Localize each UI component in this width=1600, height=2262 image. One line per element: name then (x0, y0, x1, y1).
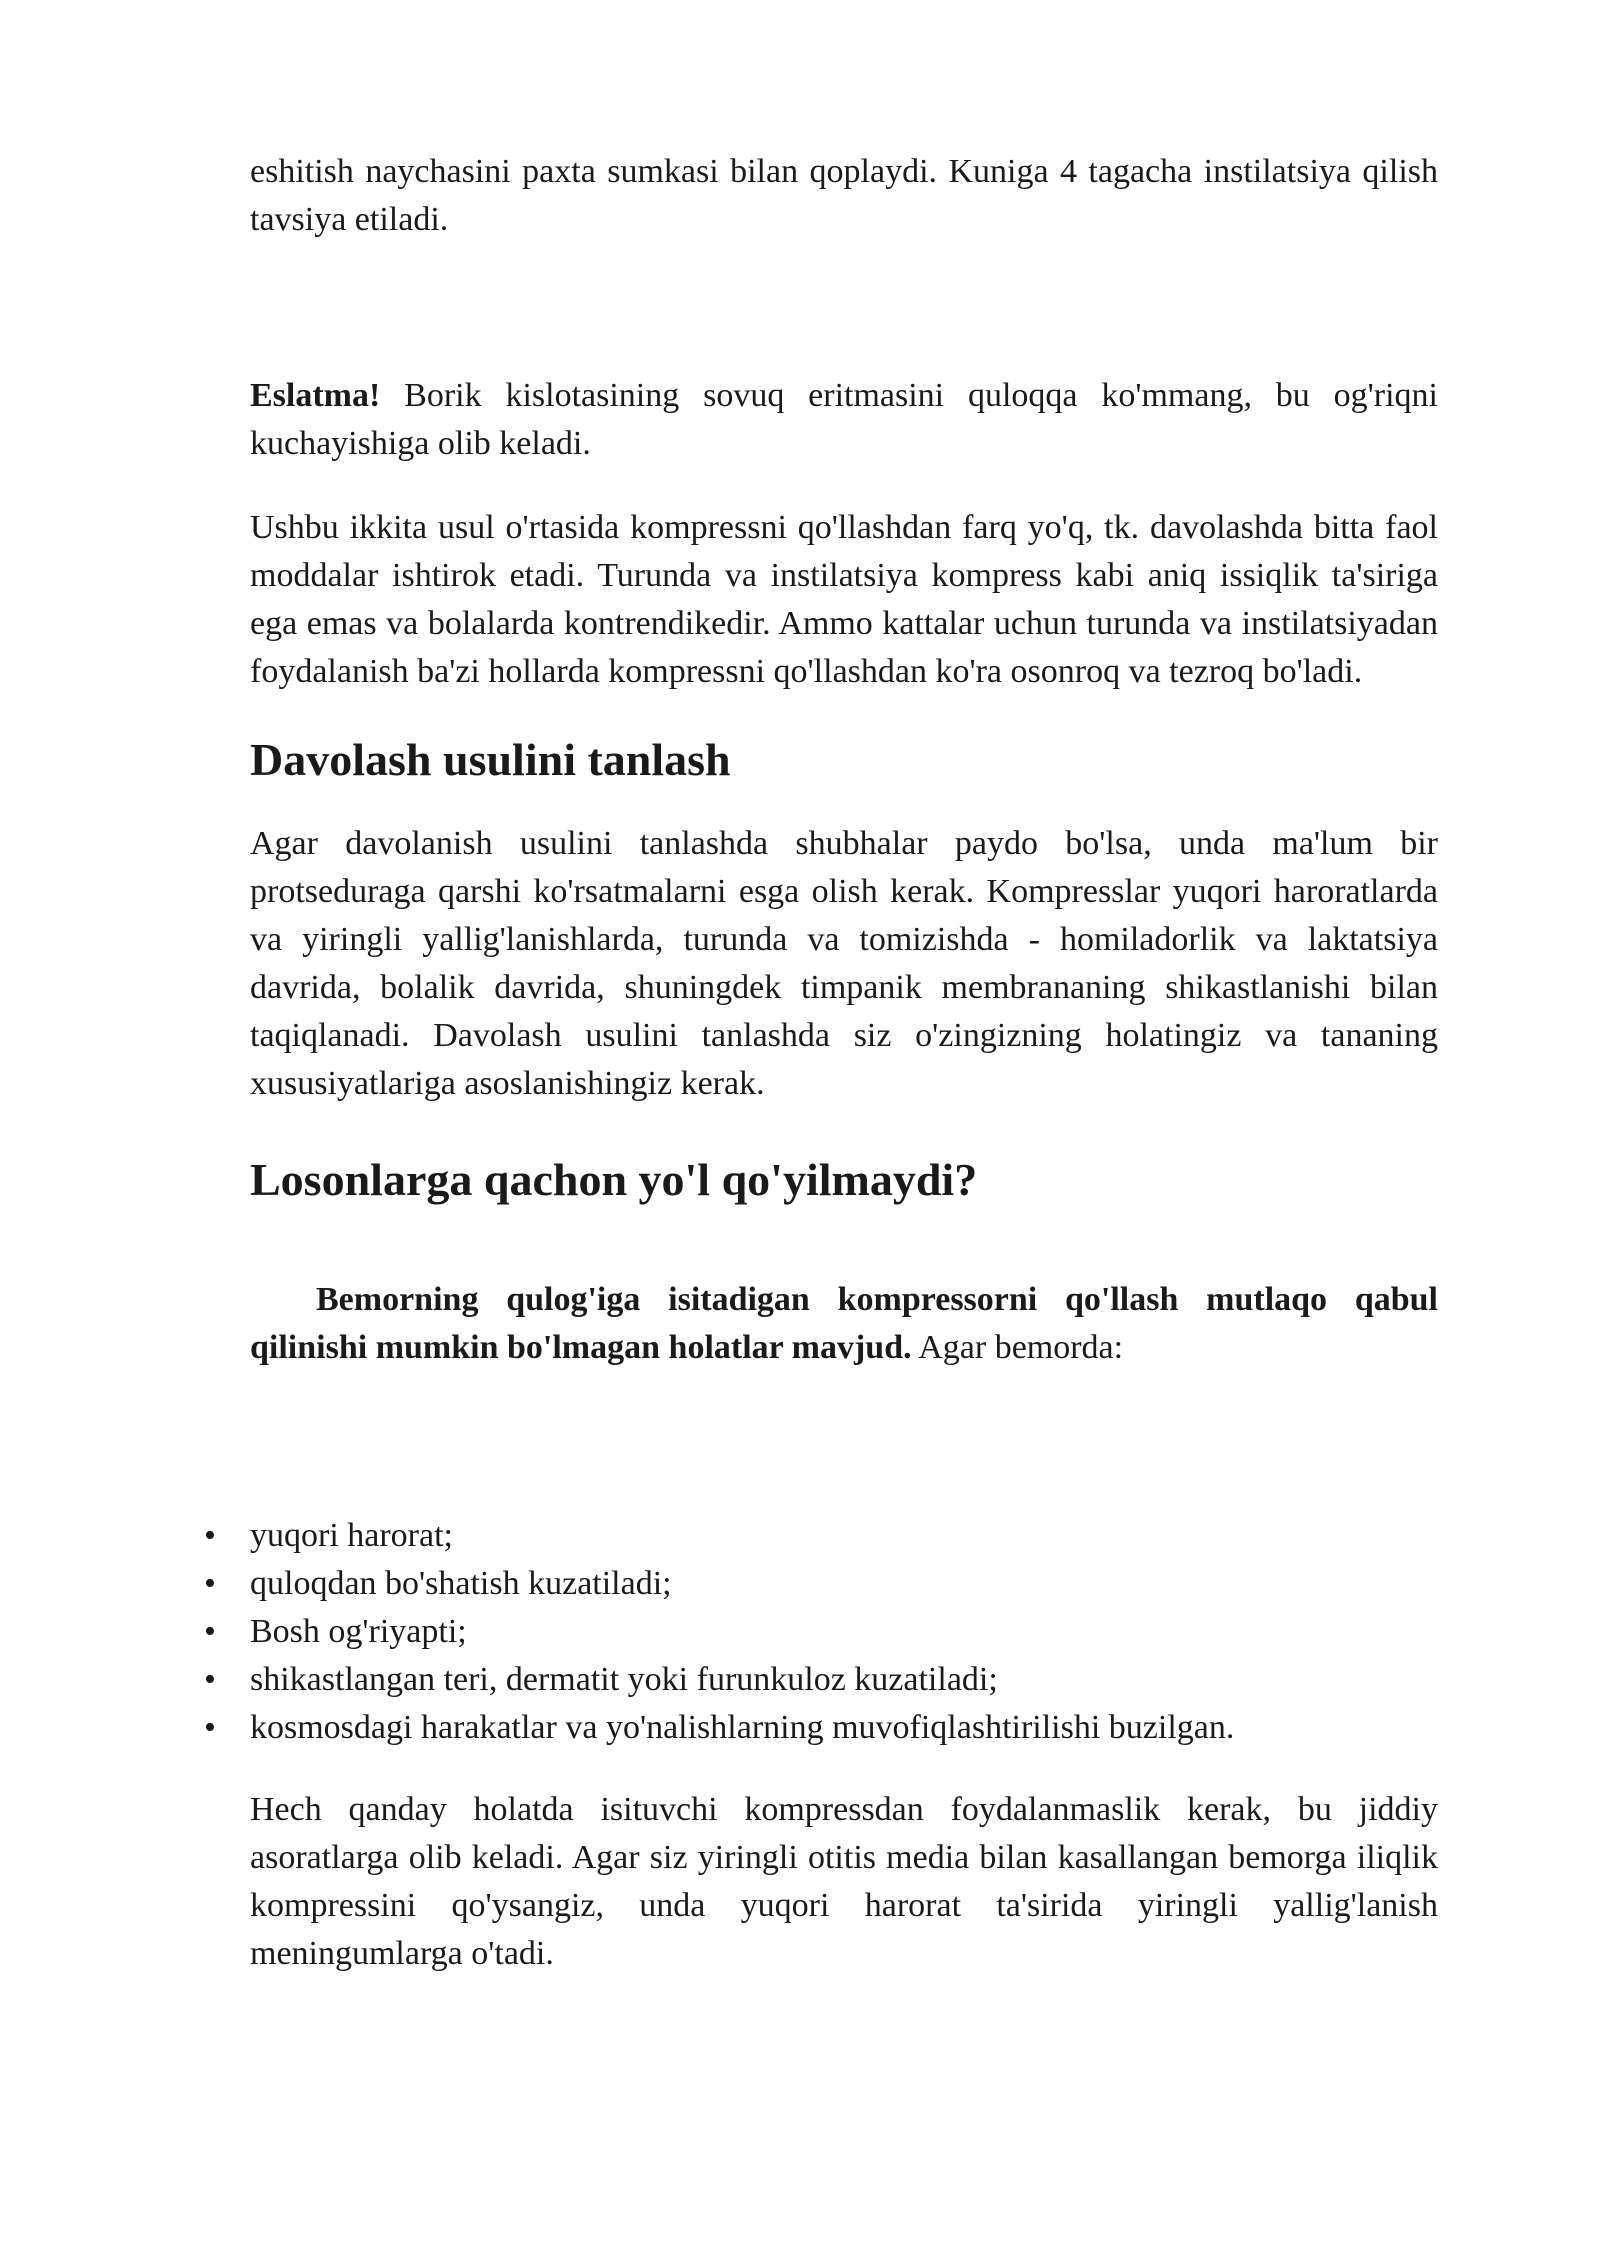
list-item-text: kosmosdagi harakatlar va yo'nalishlarning muvofiqlashtirilishi buzilgan. (250, 1709, 1235, 1746)
bullet-icon: • (204, 1565, 216, 1602)
paragraph-contraindications-intro (250, 1276, 1438, 1372)
paragraph-instillation: eshitish naychasini paxta sumkasi bilan qoplaydi. Kuniga 4 tagacha instilatsiya qilish tavsiya etiladi. (250, 153, 1438, 238)
paragraph-comparison: Ushbu ikkita usul o'rtasida kompressni qo'llashdan farq yo'q, tk. davolashda bitta faol moddalar ishtirok etadi. Turunda va instilatsiya kompress kabi aniq issiqlik ta'siriga ega emas va bolalarda kontrendikedir. Ammo kattalar uchun turunda va instilatsiyadan foydalanish ba'zi hollarda kompressni qo'llashdan ko'ra osonroq va tezroq bo'ladi. (250, 509, 1438, 690)
contraindications-bold-text: Bemorning qulog'iga isitadigan kompressorni qo'llash mutlaqo qabul qilinishi mumkin bo'lmagan holatlar mavjud. (250, 1281, 1438, 1366)
bullet-icon: • (204, 1613, 216, 1650)
list-item (204, 1560, 1438, 1608)
list-item (204, 1704, 1438, 1752)
bullet-icon: • (204, 1517, 216, 1554)
list-item-text: shikastlangan teri, dermatit yoki furunkuloz kuzatiladi; (250, 1661, 998, 1698)
contraindications-list (204, 1512, 1438, 1752)
contraindications-rest-text: Agar bemorda: (911, 1329, 1124, 1366)
document-page (204, 148, 1438, 1978)
list-item-text: Bosh og'riyapti; (250, 1613, 467, 1650)
paragraph-warning: Hech qanday holatda isituvchi kompressdan foydalanmaslik kerak, bu jiddiy asoratlarga olib keladi. Agar siz yiringli otitis media bilan kasallangan bemorga iliqlik kompressini qo'ysangiz, unda yuqori harorat ta'sirida yiringli yallig'lanish meningumlarga o'tadi. (250, 1791, 1438, 1972)
list-item (204, 1608, 1438, 1656)
list-item-text: yuqori harorat; (250, 1517, 453, 1554)
paragraph-note (250, 372, 1438, 468)
bullet-icon: • (204, 1661, 216, 1698)
list-item-text: quloqdan bo'shatish kuzatiladi; (250, 1565, 672, 1602)
bullet-icon: • (204, 1709, 216, 1746)
list-item (204, 1656, 1438, 1704)
note-label: Eslatma! (250, 377, 381, 414)
list-item (204, 1512, 1438, 1560)
heading-contraindications: Losonlarga qachon yo'l qo'yilmaydi? (250, 1154, 978, 1205)
paragraph-treatment-choice: Agar davolanish usulini tanlashda shubhalar paydo bo'lsa, unda ma'lum bir protseduraga qarshi ko'rsatmalarni esga olish kerak. Kompresslar yuqori haroratlarda va yiringli yallig'lanishlarda, turunda va tomizishda - homiladorlik va laktatsiya davrida, bolalik davrida, shuningdek timpanik membrananing shikastlanishi bilan taqiqlanadi. Davolash usulini tanlashda siz o'zingizning holatingiz va tananing xususiyatlariga asoslanishingiz kerak. (250, 825, 1438, 1102)
note-text: Borik kislotasining sovuq eritmasini quloqqa ko'mmang, bu og'riqni kuchayishiga olib keladi. (250, 377, 1438, 462)
heading-treatment-choice: Davolash usulini tanlash (250, 734, 731, 785)
